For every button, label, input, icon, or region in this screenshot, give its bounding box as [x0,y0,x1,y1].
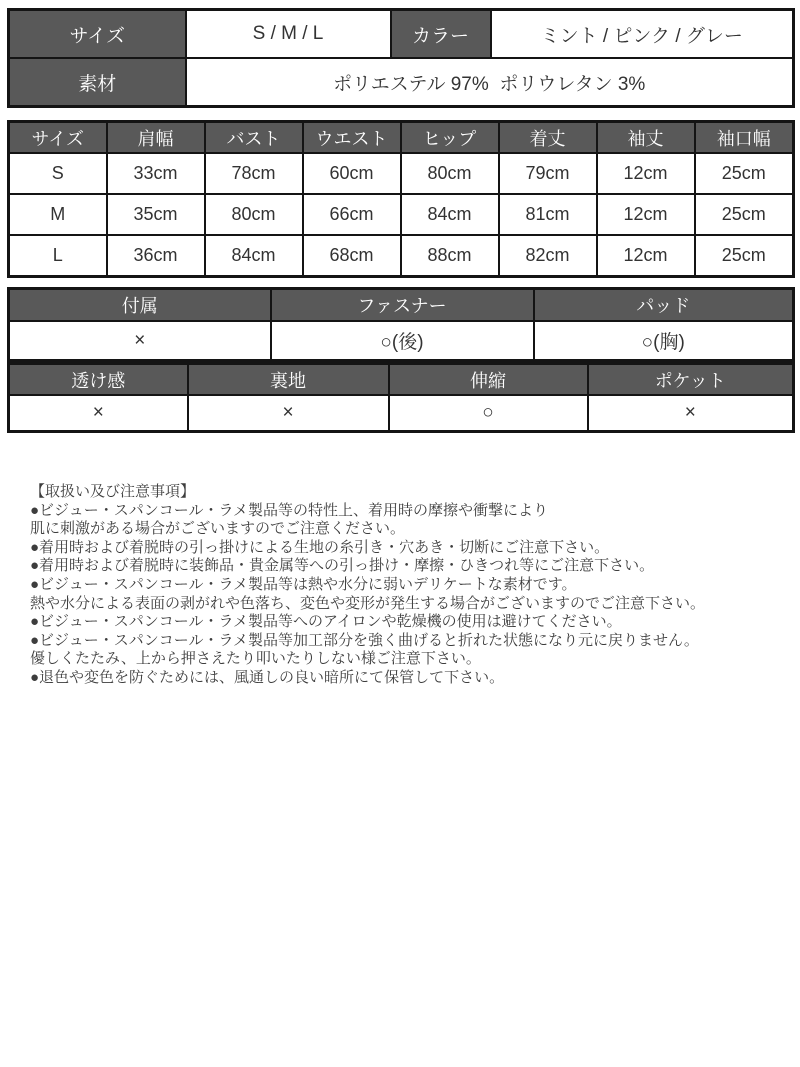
value-cell: 33cm [107,153,205,194]
material-label-cell: 素材 [9,58,186,107]
header-cell: ファスナー [271,289,534,322]
note-line: ●退色や変色を防ぐためには、風通しの良い暗所にて保管して下さい。 [30,668,505,686]
note-line: ●ビジュー・スパンコール・ラメ製品等の特性上、着用時の摩擦や衝撃により [30,501,549,519]
care-notes-title: 【取扱い及び注意事項】 [30,483,196,500]
color-label-cell: カラー [391,10,491,59]
value-cell: 12cm [597,235,695,277]
note-line: 優しくたたみ、上から押さえたり叩いたりしない様ご注意下さい。 [30,650,481,668]
value-cell: ○(胸) [534,321,794,361]
info-table [7,8,795,108]
info-row-material [9,58,794,107]
value-cell: × [588,395,794,432]
header-cell: 着丈 [499,122,597,154]
header-cell: 付属 [9,289,271,322]
value-cell: × [9,395,188,432]
header-cell: ヒップ [401,122,499,154]
spec1-value-row [9,321,794,361]
value-cell: M [9,194,107,235]
measurement-row-l [9,235,794,277]
header-cell: ポケット [588,364,794,396]
value-cell: × [9,321,271,361]
value-cell: × [188,395,389,432]
header-cell: 裏地 [188,364,389,396]
header-cell: 袖丈 [597,122,695,154]
header-cell: 透け感 [9,364,188,396]
value-cell: ○ [389,395,588,432]
note-line: ●着用時および着脱時の引っ掛けによる生地の糸引き・穴あき・切断にご注意下さい。 [30,538,610,556]
header-cell: バスト [205,122,303,154]
spec-table-bottom [7,362,795,433]
value-cell: 84cm [401,194,499,235]
size-value-cell: S / M / L [186,10,391,59]
value-cell: 88cm [401,235,499,277]
value-cell: 78cm [205,153,303,194]
measurement-row-s [9,153,794,194]
header-cell: ウエスト [303,122,401,154]
value-cell: 36cm [107,235,205,277]
value-cell: 25cm [695,153,794,194]
note-line: ●ビジュー・スパンコール・ラメ製品等加工部分を強く曲げると折れた状態になり元に戻りません。 [30,631,699,649]
value-cell: 60cm [303,153,401,194]
spec2-header-row [9,364,794,396]
spec2-value-row [9,395,794,432]
spec1-header-row [9,289,794,322]
size-label-cell: サイズ [9,10,186,59]
value-cell: 25cm [695,235,794,277]
header-cell: 肩幅 [107,122,205,154]
value-cell: 12cm [597,194,695,235]
value-cell: 82cm [499,235,597,277]
care-notes [30,483,775,688]
value-cell: S [9,153,107,194]
value-cell: 80cm [205,194,303,235]
header-cell: パッド [534,289,794,322]
note-line: ●ビジュー・スパンコール・ラメ製品等へのアイロンや乾燥機の使用は避けてください。 [30,613,622,631]
header-cell: 袖口幅 [695,122,794,154]
value-cell: 66cm [303,194,401,235]
measurement-header-row [9,122,794,154]
material-value-cell: ポリエステル 97% ポリウレタン 3% [186,58,794,107]
info-row-size-color [9,10,794,59]
measurement-row-m [9,194,794,235]
value-cell: 25cm [695,194,794,235]
value-cell: 68cm [303,235,401,277]
note-line: ●ビジュー・スパンコール・ラメ製品等は熱や水分に弱いデリケートな素材です。 [30,575,577,593]
value-cell: 12cm [597,153,695,194]
measurement-table [7,120,795,278]
header-cell: 伸縮 [389,364,588,396]
value-cell: 35cm [107,194,205,235]
color-value-cell: ミント / ピンク / グレー [491,10,794,59]
header-cell: サイズ [9,122,107,154]
value-cell: 79cm [499,153,597,194]
value-cell: 84cm [205,235,303,277]
value-cell: 80cm [401,153,499,194]
value-cell: ○(後) [271,321,534,361]
spec-table-top [7,287,795,362]
note-line: 熱や水分による表面の剥がれや色落ち、変色や変形が発生する場合がございますのでご注意下さい。 [30,594,706,612]
value-cell: L [9,235,107,277]
value-cell: 81cm [499,194,597,235]
note-line: ●着用時および着脱時に装飾品・貴金属等への引っ掛け・摩擦・ひきつれ等にご注意下さい。 [30,557,655,575]
note-line: 肌に刺激がある場合がございますのでご注意ください。 [30,520,406,538]
